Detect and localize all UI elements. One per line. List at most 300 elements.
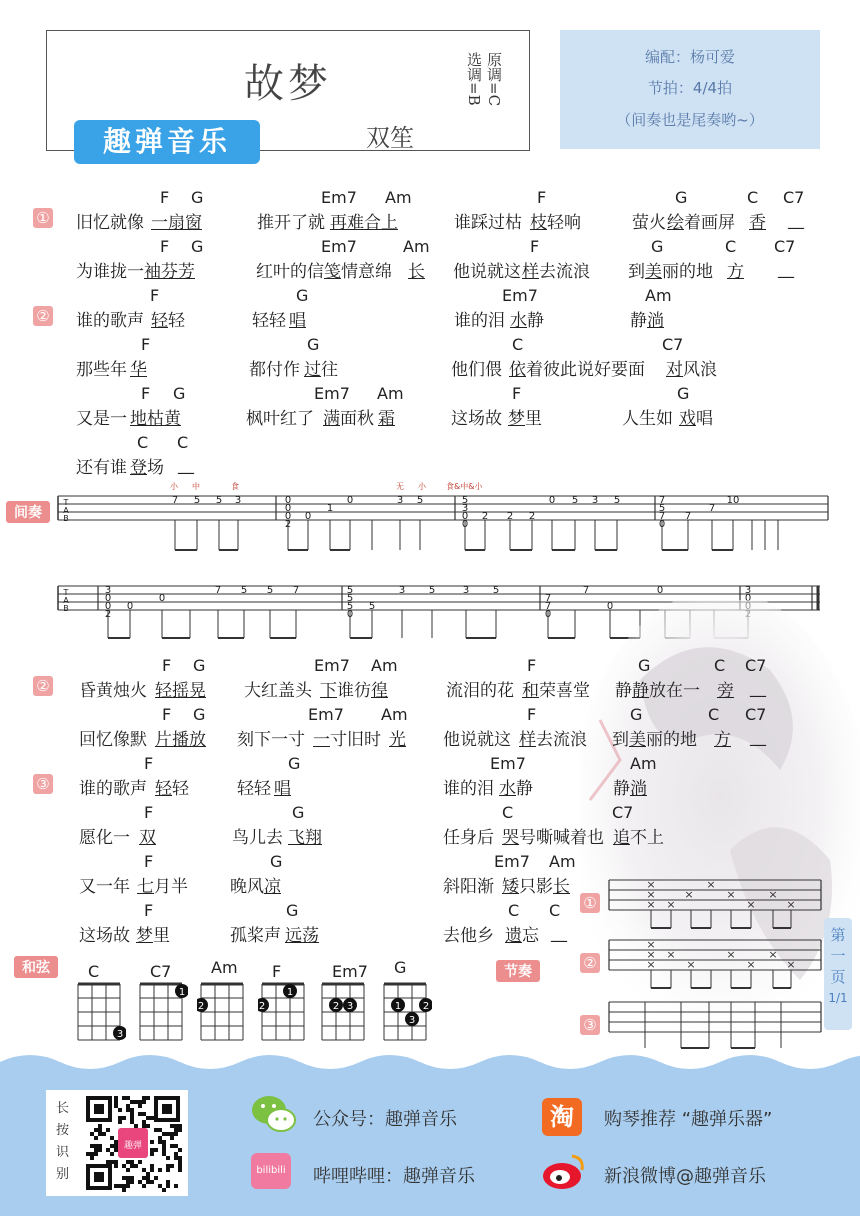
chord-symbol: F: [150, 286, 160, 305]
qr-cell: [174, 1132, 178, 1136]
qr-cell: [118, 1108, 122, 1112]
qr-cell: [134, 1124, 138, 1128]
qr-cell: [130, 1120, 134, 1124]
qr-cell: [114, 1164, 118, 1168]
qr-cell: [178, 1148, 182, 1152]
tab-fret: 0: [284, 511, 292, 522]
qr-cell: [162, 1144, 166, 1148]
finger-number: 1: [394, 1001, 402, 1012]
qr-cell: [174, 1128, 178, 1132]
lyric-text: 香: [749, 213, 766, 233]
qr-cell: [142, 1124, 146, 1128]
chord-diagram-name: Em7: [332, 962, 368, 981]
qr-cell: [150, 1148, 154, 1152]
chord-diagram: [74, 982, 126, 1044]
qr-cell: [126, 1108, 130, 1112]
chord-symbol: Em7: [314, 384, 350, 403]
tab-fret: 7: [171, 495, 179, 506]
page-tag-1: 第: [830, 926, 846, 944]
lyric-text: 到: [612, 730, 629, 750]
chord-symbol: G: [173, 384, 186, 403]
lyric-text: 方: [727, 262, 744, 282]
qr-cell: [94, 1136, 98, 1140]
lyric-text: 又一年: [79, 877, 130, 897]
chord-diagram-name: C: [88, 962, 100, 981]
info-box: [560, 30, 820, 149]
lyric-text: 为谁拢一: [76, 262, 144, 282]
tab-fret: 0: [346, 609, 354, 620]
lyric-text: 绘: [667, 213, 684, 233]
chord-symbol: F: [141, 335, 151, 354]
lyric-text: 放在一: [649, 681, 700, 701]
meter: 节拍：4/4拍: [647, 79, 733, 97]
chord-symbol: G: [193, 656, 206, 675]
lyric-text: 静: [615, 681, 632, 701]
lyric-text: 昏黄烛火: [79, 681, 147, 701]
lyric-text: 唱: [289, 311, 306, 331]
lyric-line: [0, 384, 860, 430]
qr-cell: [150, 1152, 154, 1156]
lyric-text: 都付作: [249, 360, 300, 380]
lyric-text: 不上: [630, 828, 664, 848]
rhythm-mark: ×: [746, 958, 756, 971]
lyric-text: 往: [321, 360, 338, 380]
finger-number: 1: [178, 987, 186, 998]
chord-symbol: Em7: [308, 705, 344, 724]
rhythm-patterns: [575, 870, 825, 1060]
lyric-text: 推开了就: [257, 213, 325, 233]
lyric-text: 回忆像默: [79, 730, 147, 750]
qr-cell: [162, 1104, 172, 1114]
lyric-text: 鸟儿去: [232, 828, 283, 848]
tab-anno-5: 小: [418, 482, 426, 491]
lyric-line: [0, 433, 860, 479]
qr-cell: [130, 1108, 134, 1112]
lyric-text: 一: [313, 730, 330, 750]
tab-anno-2: 中: [192, 482, 200, 491]
chord-symbol: F: [527, 705, 537, 724]
tab-fret: B: [63, 514, 69, 523]
qr-cell: [130, 1176, 134, 1180]
chord-symbol: F: [144, 754, 154, 773]
qr-cell: [94, 1104, 104, 1114]
chord-symbol: F: [162, 656, 172, 675]
tab-fret: 5: [266, 585, 274, 596]
qr-cell: [170, 1124, 174, 1128]
lyric-line: [0, 803, 860, 849]
tab-fret: 3: [398, 585, 406, 596]
qr-cell: [166, 1164, 170, 1168]
hold-dash: __: [750, 727, 766, 746]
tab-fret: 2: [506, 511, 514, 522]
chord-symbol: G: [307, 335, 320, 354]
qr-cell: [138, 1104, 142, 1108]
lyric-text: 唱: [696, 409, 713, 429]
hold-dash: __: [788, 210, 804, 229]
qr-caption: 长按识别: [56, 1101, 70, 1182]
lyric-line: [0, 335, 860, 381]
qr-cell: [122, 1096, 126, 1100]
lyric-text: 追: [613, 828, 630, 848]
qr-cell: [106, 1148, 110, 1152]
qr-cell: [118, 1184, 122, 1188]
tab-fret: 5: [240, 585, 248, 596]
lyric-text: 登: [130, 458, 147, 478]
qr-cell: [122, 1184, 126, 1188]
qr-cell: [90, 1156, 94, 1160]
section-number: ②: [33, 306, 53, 326]
tab-fret: 3: [591, 495, 599, 506]
lyric-text: 他说就这: [443, 730, 511, 750]
chord-symbol: G: [675, 188, 688, 207]
lyric-text: 凉: [264, 877, 281, 897]
lyric-text: 轻: [151, 311, 168, 331]
wechat-text: 公众号：趣弹音乐: [313, 1109, 457, 1130]
chord-symbol: G: [288, 754, 301, 773]
tab-anno-1: 小: [170, 482, 178, 491]
lyric-text: 美: [645, 262, 662, 282]
taobao-icon[interactable]: 淘: [542, 1098, 582, 1136]
qr-cell: [130, 1116, 134, 1120]
rhythm-mark: ×: [646, 938, 656, 951]
lyric-text: 场: [147, 458, 164, 478]
qr-cell: [146, 1124, 150, 1128]
finger-number: 1: [286, 987, 294, 998]
tab-fret: 7: [684, 511, 692, 522]
tab-fret: 5: [346, 585, 354, 596]
chord-symbol: G: [191, 237, 204, 256]
lyric-text: 静: [613, 779, 630, 799]
tab-fret: B: [63, 604, 69, 613]
lyric-text: 轻: [155, 779, 172, 799]
chord-symbol: Am: [645, 286, 672, 305]
chord-symbol: F: [160, 188, 170, 207]
lyric-text: 双: [139, 828, 156, 848]
qr-cell: [146, 1096, 150, 1100]
qr-cell: [166, 1132, 170, 1136]
qr-cell: [98, 1128, 102, 1132]
lyric-text: 里: [153, 926, 170, 946]
lyric-text: 去流浪: [536, 730, 587, 750]
qr-cell: [94, 1144, 98, 1148]
tab-anno-6: 食&中&小: [446, 482, 483, 491]
tab-fret: T: [63, 588, 69, 597]
tab-fret: 7: [544, 601, 552, 612]
lyric-text: 水: [510, 311, 527, 331]
chord-symbol: G: [651, 237, 664, 256]
tab-fret: 0: [104, 601, 112, 612]
chord-diagram: [380, 982, 432, 1044]
lyric-text: 面秋: [340, 409, 374, 429]
tab-fret: 0: [104, 593, 112, 604]
chord-diagram-name: Am: [211, 958, 238, 977]
weibo-icon[interactable]: [540, 1148, 588, 1192]
rhythm-mark: ×: [646, 898, 656, 911]
tab-fret: 0: [284, 503, 292, 514]
rhythm-mark: ×: [646, 878, 656, 891]
qr-cell: [178, 1164, 182, 1168]
qr-cell: [102, 1132, 106, 1136]
chord-symbol: F: [144, 852, 154, 871]
lyric-text: 谁踩过枯: [454, 213, 522, 233]
lyric-text: 唱: [274, 779, 291, 799]
lyric-text: 水: [499, 779, 516, 799]
chord-symbol: F: [512, 384, 522, 403]
tab-fret: 2: [104, 609, 112, 620]
tab-fret: 3: [461, 503, 469, 514]
lyric-line: [0, 286, 860, 332]
qr-cell: [142, 1120, 146, 1124]
lyric-line: [0, 705, 860, 751]
qr-cell: [114, 1160, 118, 1164]
lyric-text: 徨: [371, 681, 388, 701]
lyric-text: 遗: [505, 926, 522, 946]
qr-cell: [110, 1160, 114, 1164]
qr-cell: [138, 1160, 142, 1164]
lyric-text: 笺: [324, 262, 341, 282]
qr-cell: [178, 1124, 182, 1128]
rhythm-mark: ×: [726, 888, 736, 901]
lyric-line: [0, 754, 860, 800]
rhythm-mark: ×: [666, 898, 676, 911]
lyric-text: 到: [628, 262, 645, 282]
lyric-line: [0, 188, 860, 234]
chord-symbol: F: [530, 237, 540, 256]
lyric-text: 旁: [717, 681, 734, 701]
qr-cell: [178, 1128, 182, 1132]
tab-fret: 3: [234, 495, 242, 506]
lyric-text: 着画屏: [684, 213, 735, 233]
arranger: 编配：杨可爱: [644, 48, 735, 66]
lyric-text: 寸旧时: [330, 730, 381, 750]
rhythm-label: 节奏: [496, 960, 540, 982]
qr-cell: [150, 1116, 154, 1120]
lyric-text: 枝: [530, 213, 547, 233]
lyric-text: 旧忆就像: [76, 213, 144, 233]
qr-cell: [142, 1168, 146, 1172]
chord-symbol: F: [144, 901, 154, 920]
qr-cell: [142, 1112, 146, 1116]
lyric-text: 矮: [502, 877, 519, 897]
wechat-icon[interactable]: [250, 1090, 298, 1138]
tab-fret: 0: [158, 593, 166, 604]
tab-fret: 7: [582, 585, 590, 596]
lyric-text: 下: [320, 681, 337, 701]
lyric-text: 谁的泪: [443, 779, 494, 799]
chord-symbol: G: [193, 705, 206, 724]
lyric-text: 和: [522, 681, 539, 701]
tab-fret: 5: [658, 503, 666, 514]
tab-fret: 0: [304, 511, 312, 522]
tab-fret: 0: [461, 519, 469, 530]
lyric-text: 戏: [679, 409, 696, 429]
chord-symbol: Em7: [494, 852, 530, 871]
rhythm-mark: ×: [686, 958, 696, 971]
lyric-text: 大红盖头: [244, 681, 312, 701]
qr-cell: [110, 1136, 114, 1140]
qr-cell: [90, 1144, 94, 1148]
lyric-text: 这场故: [451, 409, 502, 429]
qr-cell: [94, 1172, 104, 1182]
chord-symbol: G: [286, 901, 299, 920]
qr-cell: [150, 1164, 154, 1168]
tab-fret: 3: [104, 585, 112, 596]
qr-cell: [94, 1128, 98, 1132]
qr-cell: [94, 1148, 98, 1152]
tab-fret: 7: [708, 503, 716, 514]
page-tag: [824, 918, 852, 1030]
chord-symbol: C7: [783, 188, 805, 207]
chord-symbol: G: [270, 852, 283, 871]
chord-symbol: F: [144, 803, 154, 822]
qr-cell: [98, 1144, 102, 1148]
lyric-text: 谁的泪: [454, 311, 505, 331]
lyric-text: 片播放: [155, 730, 206, 750]
section-number: ①: [33, 208, 53, 228]
qr-cell: [162, 1132, 166, 1136]
tab-fret: 7: [214, 585, 222, 596]
lyric-text: 刻下一寸: [237, 730, 305, 750]
qr-cell: [130, 1160, 134, 1164]
lyric-text: 还有谁: [76, 458, 127, 478]
tab-fret: 3: [462, 585, 470, 596]
qr-cell: [146, 1116, 150, 1120]
tab-fret: 1: [326, 503, 334, 514]
qr-cell: [158, 1140, 162, 1144]
lyric-text: 谁的歌声: [79, 779, 147, 799]
lyric-text: 忘: [522, 926, 539, 946]
tab-fret: 0: [606, 601, 614, 612]
qr-cell: [154, 1128, 158, 1132]
chord-symbol: C: [708, 705, 720, 724]
chord-diagram: [197, 982, 249, 1044]
lyric-text: 过: [304, 360, 321, 380]
finger-number: 2: [258, 1001, 266, 1012]
qr-cell: [126, 1160, 130, 1164]
chord-symbol: F: [141, 384, 151, 403]
chord-symbol: Am: [630, 754, 657, 773]
lyric-text: 去流浪: [539, 262, 590, 282]
qr-cell: [114, 1100, 118, 1104]
qr-cell: [126, 1176, 130, 1180]
shop-text: 购琴推荐 “趣弹乐器”: [604, 1109, 773, 1130]
lyric-text: 流泪的花: [446, 681, 514, 701]
chord-symbol: C: [747, 188, 759, 207]
qr-cell: [170, 1132, 174, 1136]
lyric-text: 他说就这: [453, 262, 521, 282]
rhythm-mark: ×: [786, 898, 796, 911]
lyric-text: 轻: [168, 311, 185, 331]
qr-cell: [126, 1096, 130, 1100]
hold-dash: __: [551, 923, 567, 942]
qr-cell: [142, 1176, 146, 1180]
tab-fret: 0: [744, 593, 752, 604]
page-count: 1/1: [828, 991, 848, 1005]
lyric-text: 情意绵: [341, 262, 392, 282]
chord-symbol: F: [537, 188, 547, 207]
qr-cell: [162, 1140, 166, 1144]
qr-cell: [138, 1100, 142, 1104]
qr-cell: [154, 1176, 158, 1180]
qr-cell: [106, 1160, 110, 1164]
qr-code[interactable]: [84, 1094, 182, 1192]
finger-number: 3: [346, 1001, 354, 1012]
qr-cell: [130, 1100, 134, 1104]
lyric-text: 号嘶喊着也: [519, 828, 604, 848]
chord-symbol: Em7: [490, 754, 526, 773]
chord-label: 和弦: [14, 956, 58, 978]
lyric-text: 只影: [519, 877, 553, 897]
qr-cell: [86, 1152, 90, 1156]
bilibili-icon[interactable]: bilibili: [251, 1153, 291, 1189]
qr-cell: [158, 1184, 162, 1188]
rhythm-mark: ×: [646, 958, 656, 971]
tab-fret: 5: [613, 495, 621, 506]
chord-symbol: Em7: [321, 237, 357, 256]
qr-cell: [174, 1152, 178, 1156]
qr-cell: [150, 1180, 154, 1184]
lyric-text: 哭: [502, 828, 519, 848]
chord-symbol: C7: [612, 803, 634, 822]
tab-fret: 5: [428, 585, 436, 596]
lyric-text: 静: [632, 681, 649, 701]
chord-symbol: Am: [403, 237, 430, 256]
qr-cell: [154, 1148, 158, 1152]
rhythm-number-2: ②: [580, 953, 600, 973]
chord-symbol: Am: [549, 852, 576, 871]
lyric-text: 谁彷: [337, 681, 371, 701]
finger-number: 2: [422, 1001, 430, 1012]
rhythm-mark: ×: [666, 948, 676, 961]
lyric-text: 里: [525, 409, 542, 429]
qr-cell: [114, 1140, 118, 1144]
chord-diagram-name: F: [272, 962, 282, 981]
qr-cell: [98, 1132, 102, 1136]
tab-fret: 3: [396, 495, 404, 506]
section-number: ②: [33, 676, 53, 696]
qr-cell: [142, 1184, 146, 1188]
tab-fret: 5: [346, 593, 354, 604]
lyric-text: 着彼此说好要面: [526, 360, 645, 380]
qr-cell: [166, 1168, 170, 1172]
qr-cell: [166, 1180, 170, 1184]
qr-cell: [162, 1148, 166, 1152]
tab-fret: 0: [284, 495, 292, 506]
lyric-text: 丽的地: [662, 262, 713, 282]
lyric-text: 丽的地: [646, 730, 697, 750]
lyric-text: 光: [389, 730, 406, 750]
qr-cell: [114, 1148, 118, 1152]
lyric-text: 人生如: [622, 409, 673, 429]
qr-cell: [178, 1160, 182, 1164]
tab-fret: 5: [492, 585, 500, 596]
tab-fret: 0: [126, 601, 134, 612]
chord-diagram-name: C7: [150, 962, 172, 981]
chord-symbol: C7: [662, 335, 684, 354]
chord-symbol: Am: [381, 705, 408, 724]
original-key: 原调=C: [485, 52, 503, 107]
chord-symbol: F: [160, 237, 170, 256]
lyric-text: 地枯黄: [130, 409, 181, 429]
qr-cell: [110, 1152, 114, 1156]
chord-diagram: [318, 982, 370, 1044]
lyric-text: 静: [630, 311, 647, 331]
interlude-note: （间奏也是尾奏哟~）: [616, 111, 764, 129]
chord-symbol: G: [638, 656, 651, 675]
qr-cell: [126, 1168, 130, 1172]
qr-cell: [98, 1124, 102, 1128]
tab-fret: 7: [658, 495, 666, 506]
